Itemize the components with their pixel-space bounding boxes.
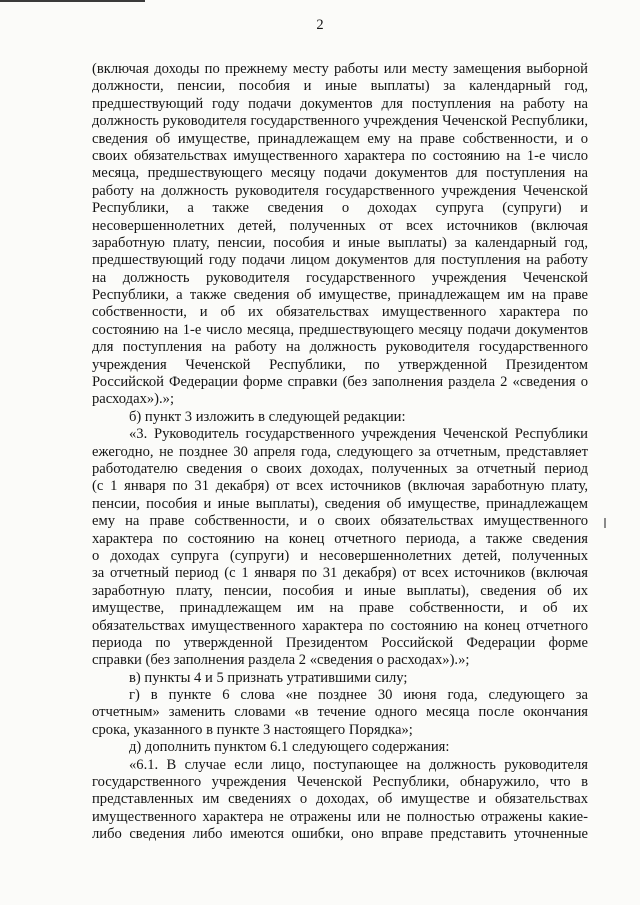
text-line: состоянию на 1-е число месяца, предшествующего месяцу подачи документов [92, 321, 588, 338]
text-line: ему на праве собственности, и о своих обязательствах имущественного [92, 513, 588, 530]
text-line: о доходах супруга (супруги) и несовершеннолетних детей, полученных [92, 547, 588, 564]
top-rule [0, 0, 145, 2]
text-line: характера по состоянию на конец отчетного периода, а также сведения [92, 530, 588, 547]
text-line: Республики, а также сведения о доходах супруга (супруги) и [92, 200, 588, 217]
text-line: месяца, предшествующего месяцу подачи документов для поступления на [92, 165, 588, 182]
text-line: периода по утвержденной Президентом Российской Федерации форме [92, 634, 588, 651]
page-number: 2 [316, 17, 324, 33]
text-line: работу на должность руководителя государственного учреждения Чеченской [92, 182, 588, 199]
text-line: представленных им сведениях о доходах, об имуществе и обязательствах [92, 791, 588, 808]
text-line: несовершеннолетних детей, полученных от всех источников (включая [92, 217, 588, 234]
text-line: Российской Федерации форме справки (без заполнения раздела 2 «сведения о [92, 374, 588, 391]
margin-mark [604, 518, 606, 528]
text-line: должности, пенсии, пособия и иные выплаты) за календарный год, [92, 78, 588, 95]
text-line: б) пункт 3 изложить в следующей редакции: [129, 408, 406, 425]
text-line: срока, указанного в пункте 3 настоящего Порядка»; [92, 721, 413, 738]
text-line: сведения об имуществе, принадлежащем ему на праве собственности, и о [92, 130, 588, 147]
text-line: для поступления на работу на должность руководителя государственного [92, 339, 588, 356]
text-line: собственности, и об их обязательствах имущественного характера по [92, 304, 588, 321]
text-line: заработную плату, пенсии, пособия и иные выплаты), сведения об их [92, 582, 588, 599]
text-line: имущественного характера не отражены или не полностью отражены какие- [92, 808, 588, 825]
text-line: заработную плату, пенсии, пособия и иные выплаты) за календарный год, [92, 234, 588, 251]
text-line: имуществе, принадлежащем им на праве собственности, и об их [92, 600, 588, 617]
text-line: «3. Руководитель государственного учреждения Чеченской Республики [129, 426, 588, 443]
text-line: «6.1. В случае если лицо, поступающее на должность руководителя [129, 756, 588, 773]
text-line: работодателю сведения о своих доходах, полученных за отчетный период [92, 460, 588, 477]
text-line: должность руководителя государственного учреждения Чеченской Республики, [92, 113, 588, 130]
text-line: за отчетный период (с 1 января по 31 декабря) от всех источников (включая [92, 565, 588, 582]
text-line: учреждения Чеченской Республики, по утвержденной Президентом [92, 356, 588, 373]
text-line: в) пункты 4 и 5 признать утратившими силу; [129, 669, 408, 686]
document-body [92, 61, 588, 844]
text-line: Республики, а также сведения об имуществе, принадлежащем им на праве [92, 287, 588, 304]
text-line: (с 1 января по 31 декабря) от всех источников (включая заработную плату, [92, 478, 588, 495]
text-line: обязательствах имущественного характера по состоянию на конец отчетного [92, 617, 588, 634]
text-line: на должность руководителя государственного учреждения Чеченской [92, 269, 588, 286]
text-line: г) в пункте 6 слова «не позднее 30 июня года, следующего за [129, 687, 588, 704]
text-line: предшествующий году подачи документов для поступления на работу на [92, 95, 588, 112]
text-line: государственного учреждения Чеченской Республики, обнаружило, что в [92, 774, 588, 791]
text-line: (включая доходы по прежнему месту работы или месту замещения выборной [92, 61, 588, 77]
text-line: отчетным» заменить словами «в течение одного месяца после окончания [92, 704, 588, 721]
text-line: расходах»).»; [92, 391, 175, 408]
text-line: своих обязательствах имущественного характера по состоянию на 1-е число [92, 147, 588, 164]
text-line: справки (без заполнения раздела 2 «сведения о расходах»).»; [92, 652, 470, 669]
text-line: либо сведения либо имеются ошибки, оно вправе представить уточненные [92, 826, 588, 843]
text-line: д) дополнить пунктом 6.1 следующего содержания: [129, 739, 450, 756]
text-line: предшествующий году подачи лицом документов для поступления на работу [92, 252, 588, 269]
text-line: пенсии, пособия и иные выплаты), сведения об имуществе, принадлежащем [92, 495, 588, 512]
text-line: ежегодно, не позднее 30 апреля года, следующего за отчетным, представляет [92, 443, 588, 460]
